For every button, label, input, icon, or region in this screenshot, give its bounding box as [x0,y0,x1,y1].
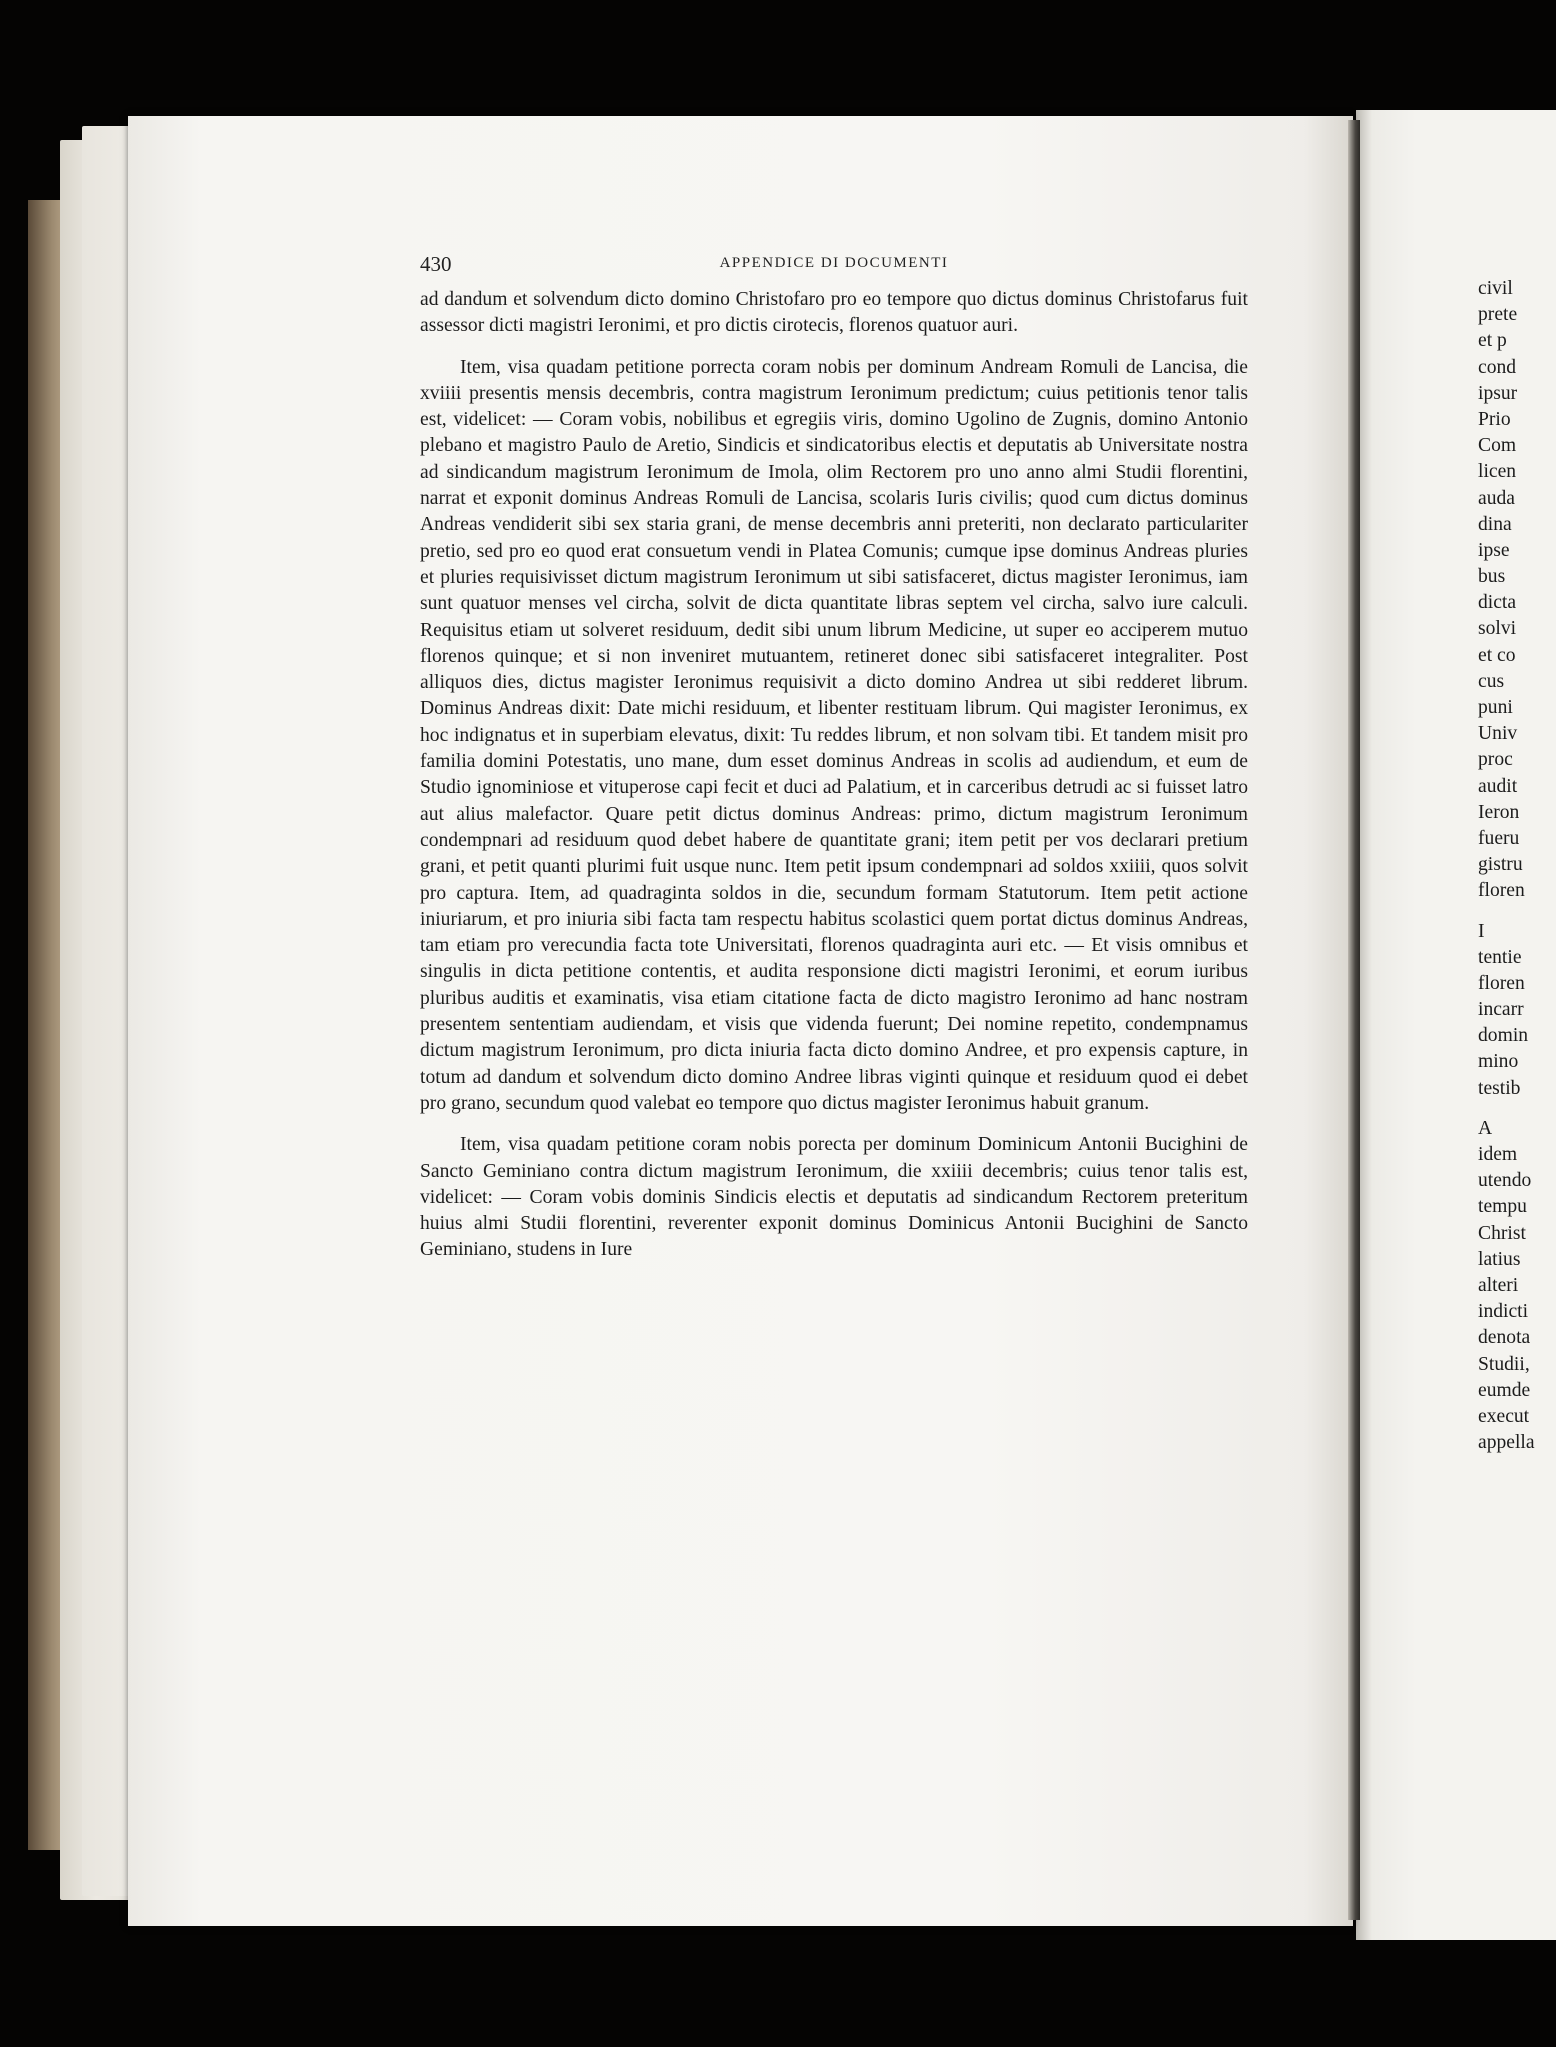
facing-line: bus [1478,566,1506,588]
facing-page-text [1478,276,1535,1456]
facing-line: idem [1478,1144,1518,1165]
facing-line: proc [1478,749,1513,771]
paragraph-3: Item, visa quadam petitione coram nobis porecta per dominum Dominicum Antonii Bucighini de Sancto Geminiano contra dictum magistrum Ieronimum, die xxiiii decembris; cuius tenor talis est, videlicet: — Coram vobis dominis Sindicis electis et deputatis ad sindicandum Rectorem preteritum huius almi Studii florentini, reverenter exponit dominus Dominicus Antonii Bucighini de Sancto Geminiano, studens in Iure [420,1134,1248,1261]
facing-line: Prio [1478,408,1511,430]
facing-line [1478,905,1524,919]
facing-line: civil [1478,278,1513,299]
facing-line: floren [1478,880,1525,902]
facing-line: gistru [1478,854,1523,876]
facing-line: incarr [1478,999,1524,1021]
facing-line: ipsur [1478,382,1518,404]
facing-line: execut [1478,1405,1530,1427]
facing-line: A [1478,1117,1493,1139]
paragraph-1: ad dandum et solvendum dicto domino Christofaro pro eo tempore quo dictus dominus Christofarus fuit assessor dicti magistri Ieronimi, et pro dictis cirotecis, florenos quatuor auri. [420,289,1248,337]
facing-line: Christ [1478,1222,1526,1244]
facing-line: Ieron [1478,801,1520,823]
facing-line: licen [1478,461,1517,483]
facing-line: floren [1478,972,1525,994]
facing-line: solvi [1478,618,1517,640]
facing-line: audit [1478,775,1518,797]
facing-line: dina [1478,513,1512,535]
facing-line: mino [1478,1051,1519,1073]
facing-line: et p [1478,330,1507,352]
facing-line: I [1478,920,1485,942]
page-header [420,252,1248,282]
facing-line: Univ [1478,723,1518,745]
facing-line: et co [1478,644,1516,666]
book-gutter [1348,120,1360,1920]
facing-line: utendo [1478,1170,1532,1192]
facing-line: latius [1478,1248,1521,1270]
facing-line: domin [1478,1025,1529,1047]
facing-line: Com [1478,435,1517,457]
facing-line: tentie [1478,946,1522,968]
facing-line: ipse [1478,539,1510,561]
facing-line: fueru [1478,827,1520,849]
facing-line: alteri [1478,1274,1519,1296]
facing-line: prete [1478,304,1518,326]
facing-line: puni [1478,697,1513,718]
facing-line: appella [1478,1432,1535,1454]
body-text [420,287,1248,1279]
facing-line: testib [1478,1077,1521,1099]
facing-line: cus [1478,670,1505,692]
running-head: APPENDICE DI DOCUMENTI [719,255,949,271]
facing-line: Studii, [1478,1353,1530,1375]
facing-line: indicti [1478,1301,1529,1323]
facing-line: eumde [1478,1379,1531,1401]
facing-line: denota [1478,1327,1531,1349]
facing-line: tempu [1478,1196,1527,1218]
facing-line: cond [1478,356,1517,378]
facing-line: auda [1478,487,1515,509]
paragraph-2: Item, visa quadam petitione porrecta coram nobis per dominum Andream Romuli de Lancisa, die xviiii presentis mensis decembris, contra magistrum Ieronimum predictum; cuius petitionis tenor talis est, videlicet: — Coram vobis, nobilibus et egregiis viris, domino Ugolino de Zugnis, domino Antonio plebano et magistro Paulo de Aretio, Sindicis et sindicatoribus electis et deputatis ab Universitate nostra ad sindicandum magistrum Ieronimum de Imola, olim Rectorem pro uno anno almi Studii florentini, narrat et exponit dominus Andreas Romuli de Lancisa, scolaris Iuris civilis; quod cum dictus dominus Andreas vendiderit sibi sex staria grani, de mense decembris anni preteriti, non declarato particulariter pretio, sed pro eo quod erat consuetum vendi in Platea Comunis; cumque ipse dominus Andreas pluries et pluries requisivisset dictum magistrum Ieronimum ut sibi satisfaceret, dictus magister Ieronimus, iam sunt quatuor menses vel circha, solvit de dicta quantitate libras septem vel circha, salvo iure calculi. Requisitus etiam ut solveret residuum, dedit sibi unum librum Medicine, ut super eo acciperem mutuo florenos quinque; et si non inveniret mutuantem, retineret donec sibi satisfaceret integraliter. Post alliquos dies, dictus magister Ieronimus requisivit a dicto domino Andrea ut sibi redderet librum. Dominus Andreas dixit: Date michi residuum, et libenter restituam librum. Qui magister Ieronimus, ex hoc indignatus et in superbiam elevatus, dixit: Tu reddes librum, et non solvam tibi. Et tandem misit pro familia domini Potestatis, uno mane, dum esset dominus Andreas in scolis ad audiendum, et eum de Studio ignominiose et vituperose capi fecit et duci ad Palatium, et in carceribus detrudi ac si fuisset latro aut alius malefactor. Quare petit dictus dominus Andreas: primo, dictum magistrum Ieronimum condempnari ad residuum quod debet habere de quantitate grani; item petit per vos declarari pretium grani, et petit quanti plurimi fuit usque nunc. Item petit ipsum condempnari ad soldos xxiiii, quos solvit pro captura. Item, ad quadraginta soldos in die, secundum formam Statutorum. Item petit actione iniuriarum, et pro iniuria sibi facta tam respectu habitus scolastici quem portat dictus dominus Andreas, tam etiam pro verecundia facta tote Universitati, florenos quadraginta auri etc. — Et visis omnibus et singulis in dicta petitione contentis, et audita responsione dicti magistri Ieronimi, et eorum iuribus pluribus auditis et examinatis, visa etiam citatione facta de dicto magistro Ieronimo ad hanc nostram presentem sententiam audiendam, et visis que videnda fuerunt; Dei nomine repetito, condempnamus dictum magistrum Ieronimum, pro dicta iniuria facta dicto domino Andree, et pro expensis capture, in totum ad dandum et solvendum dicto domino Andree libras viginti quinque et residuum quod ei debet pro grano, secundum quod valebat eo tempore quo dictus magister Ieronimus habuit granum. [420,356,1248,1114]
facing-line: dicta [1478,592,1517,614]
page-number: 430 [420,252,452,276]
facing-line [1478,1102,1524,1116]
